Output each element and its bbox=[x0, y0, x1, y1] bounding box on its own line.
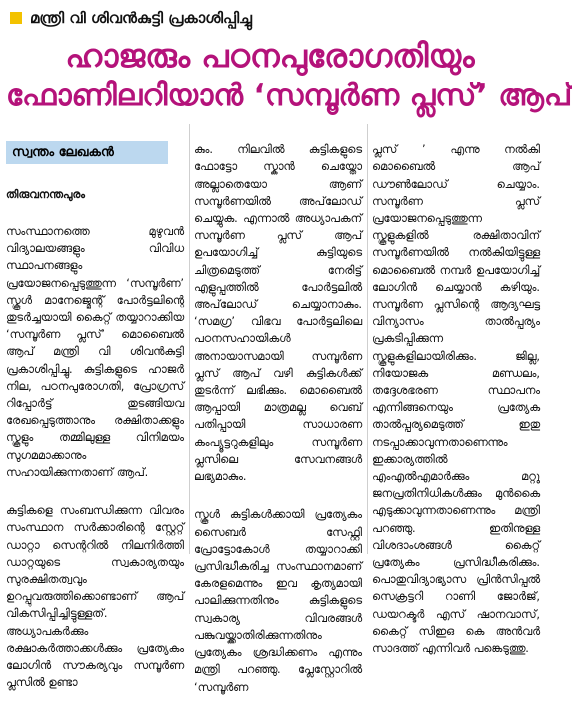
column-divider bbox=[189, 124, 190, 554]
headline bbox=[6, 36, 572, 116]
column-1 bbox=[6, 124, 184, 690]
paragraph: സ്കൂൾ കുട്ടികൾക്കായി പ്രത്യേകം സൈബർ സേഫ്റ്റി പ്രോട്ടോകോൾ തയ്യാറാക്കി പ്രസിദ്ധീകരിച്ച സംസ്ഥാനമാണ് കേരളമെന്നും ഇവ കൃത്യമായി പാലിക്കുന്നതിനും കുട്ടികളുടെ സ്വകാര്യ വിവരങ്ങൾ പങ്കുവയ്ക്കാതിരിക്കുന്നതിനും പ്രത്യേകം ശ്രദ്ധിക്കണം എന്നും മന്ത്രി പറഞ്ഞു. പ്ലേസ്റ്റോറിൽ ‘സമ്പൂർണ bbox=[194, 508, 362, 694]
paragraph: പ്ലസ് ’ എന്നു നൽകി മൊബൈൽ ആപ് ഡൗൺലോഡ് ചെയ്യാം. സമ്പൂർണ പ്ലസ് പ്രയോജനപ്പെടുത്തുന്ന സ്കൂളുകളിൽ രക്ഷിതാവിന് സമ്പൂർണയിൽ നൽകിയിട്ടുള്ള മൊബൈൽ നമ്പർ ഉപയോഗിച്ച് ലോഗിൻ ചെയ്യാൻ കഴിയും. സമ്പൂർണ പ്ലസിന്റെ ആദ്യഘട്ട വിന്യാസം താൽപ്പര്യം പ്രകടിപ്പിക്കുന്ന സ്കൂളുകളിലായിരിക്കും. ജില്ല, നിയോജക മണ്ഡലം, തദ്ദേശഭരണ സ്ഥാപനം എന്നിങ്ങനെയും പ്രത്യേക താൽപ്പര്യമെടുത്ത് ഇതു നടപ്പാക്കാവുന്നതാണെന്നും ഇക്കാര്യത്തിൽ എംഎൽഎമാർക്കും മറ്റു ജനപ്രതിനിധികൾക്കും മുൻകൈ എടുക്കാവുന്നതാണെന്നും മന്ത്രി പറഞ്ഞു. ഇതിനുള്ള വിശദാംശങ്ങൾ കൈറ്റ് പ്രത്യേകം പ്രസിദ്ധീകരിക്കും. പൊതുവിദ്യാഭ്യാസ പ്രിൻസിപ്പൽ സെക്രട്ടറി റാണി ജോർജ്, ഡയറക്ടർ എസ് ഷാനവാസ്, കൈറ്റ് സിഇഒ കെ അൻവർ സാദത്ത് എന്നിവർ പങ്കെടുത്തു. bbox=[372, 143, 540, 656]
paragraph: കുട്ടികളെ സംബന്ധിക്കുന്ന വിവരം സംസ്ഥാന സർക്കാരിന്റെ സ്റ്റേറ്റ് ഡാറ്റാ സെന്ററിൽ നിലനിർത്തി ഡാറ്റയുടെ സ്വകാര്യതയും സുരക്ഷിതത്വവും ഉറപ്പുവരുത്തിക്കൊണ്ടാണ് ആപ് വികസിപ്പിച്ചിട്ടുള്ളത്. അധ്യാപകർക്കും രക്ഷാകർത്താക്കൾക്കും പ്രത്യേകം ലോഗിൻ സൗകര്യവും സമ്പൂർണ പ്ലസിൽ ഉണ്ടാ bbox=[6, 504, 184, 690]
paragraph: സംസ്ഥാനത്തെ മുഴുവൻ വിദ്യാലയങ്ങളും വിവിധ സ്ഥാപനങ്ങളും പ്രയോജനപ്പെടുത്തുന്ന ‘സമ്പൂർണ’ സ്കൂൾ മാനേജ്മെന്റ് പോർട്ടലിന്റെ തുടർച്ചയായി കൈറ്റ് തയ്യാറാക്കിയ ‘സമ്പൂർണ പ്ലസ്’ മൊബൈൽ ആപ് മന്ത്രി വി ശിവൻകുട്ടി പ്രകാശിപ്പിച്ചു. കുട്ടികളുടെ ഹാജർ നില, പഠനപുരോഗതി, പ്രോഗ്രസ് റിപ്പോർട്ട് തുടങ്ങിയവ രേഖപ്പെടുത്താനും രക്ഷിതാക്കളും സ്കൂളും തമ്മിലുള്ള വിനിമയം സുഗമമാക്കാനും സഹായിക്കുന്നതാണ് ആപ്. bbox=[6, 225, 184, 479]
paragraph: കും. നിലവിൽ കുട്ടികളുടെ ഫോട്ടോ സ്കാൻ ചെയ്തോ അല്ലാതെയോ ആണ് സമ്പൂർണയിൽ അപ്‌ലോഡ് ചെയ്യുക. എന്നാൽ അധ്യാപകന് സമ്പൂർണ പ്ലസ് ആപ് ഉപയോഗിച്ച് കുട്ടിയുടെ ചിത്രമെടുത്ത് നേരിട്ട് എളുപ്പത്തിൽ പോർട്ടലിൽ അപ്‌ലോഡ് ചെയ്യാനാകും. ‘സമഗ്ര’ വിഭവ പോർട്ടലിലെ പഠനസഹായികൾ അനായാസമായി സമ്പൂർണ പ്ലസ് ആപ് വഴി കുട്ടികൾക്ക് തുടർന്ന് ലഭിക്കും. മൊബൈൽ ആപ്പായി മാത്രമല്ല വെബ് പതിപ്പായി സാധാരണ കംപ്യൂട്ടറുകളിലും സമ്പൂർണ പ്ലസിലെ സേവനങ്ങൾ ലഭ്യമാകും. bbox=[194, 143, 362, 484]
column-3 bbox=[372, 124, 540, 656]
article-body bbox=[6, 124, 540, 694]
kicker-square bbox=[10, 12, 22, 24]
kicker-text: മന്ത്രി വി ശിവൻകുട്ടി പ്രകാശിപ്പിച്ചു bbox=[30, 9, 252, 27]
column-2 bbox=[194, 124, 362, 694]
headline-line-2: ഫോണിലറിയാൻ ‘സമ്പൂർണ പ്ലസ്’ ആപ് bbox=[6, 78, 572, 113]
headline-line-1: ഹാജരും പഠനപുരോഗതിയും bbox=[65, 37, 475, 75]
dateline: തിരുവനന്തപുരം bbox=[6, 187, 85, 201]
byline: സ്വന്തം ലേഖകൻ bbox=[6, 141, 168, 164]
column-divider bbox=[367, 124, 368, 554]
kicker bbox=[10, 6, 534, 30]
